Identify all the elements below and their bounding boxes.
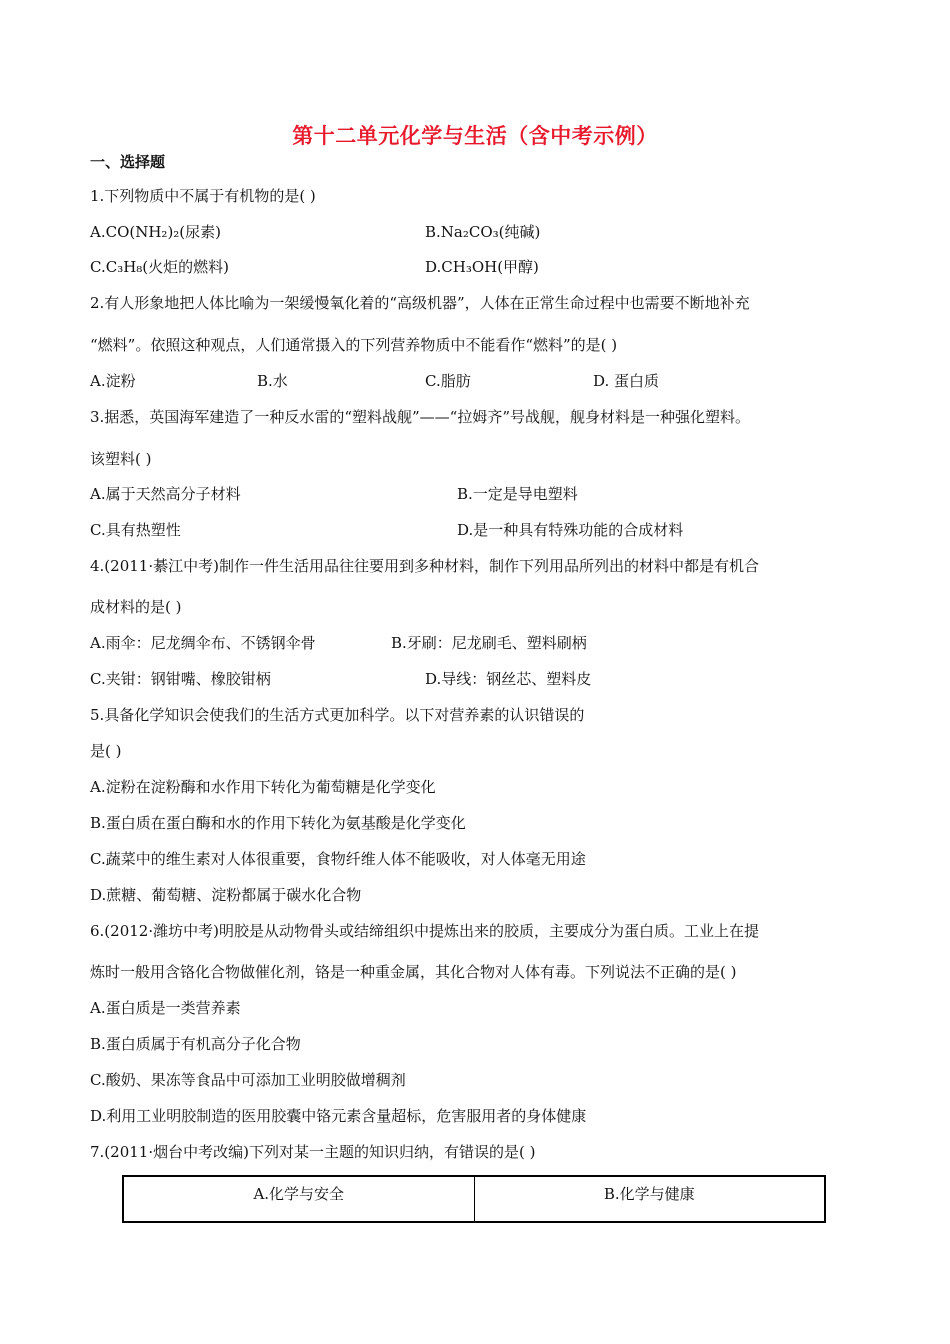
q4-option-a: A.雨伞：尼龙绸伞布、不锈钢伞骨	[90, 634, 316, 652]
document-title: 第十二单元化学与生活（含中考示例）	[292, 124, 658, 148]
q4-stem-line2: 成材料的是( )	[90, 598, 182, 616]
q3-option-d: D.是一种具有特殊功能的合成材料	[457, 521, 684, 539]
q1-option-b: B.Na₂CO₃(纯碱)	[425, 223, 541, 241]
q3-stem-line2: 该塑料( )	[90, 450, 152, 468]
q6-option-d: D.利用工业明胶制造的医用胶囊中铬元素含量超标，危害服用者的身体健康	[90, 1107, 587, 1125]
q1-stem: 1.下列物质中不属于有机物的是( )	[90, 187, 316, 205]
q6-stem-line2: 炼时一般用含铬化合物做催化剂，铬是一种重金属，其化合物对人体有毒。下列说法不正确的是( )	[90, 963, 737, 981]
q6-stem-line1: 6.(2012·潍坊中考)明胶是从动物骨头或结缔组织中提炼出来的胶质，主要成分为蛋白质。工业上在提	[90, 922, 759, 940]
q1-option-a: A.CO(NH₂)₂(尿素)	[90, 223, 222, 241]
table-header-a: A.化学与安全	[253, 1185, 345, 1203]
q3-stem-line1: 3.据悉，英国海军建造了一种反水雷的“塑料战舰”——“拉姆齐”号战舰，舰身材料是一种强化塑料。	[90, 408, 750, 426]
q6-option-c: C.酸奶、果冻等食品中可添加工业明胶做增稠剂	[90, 1071, 406, 1089]
q5-stem-line1: 5.具备化学知识会使我们的生活方式更加科学。以下对营养素的认识错误的	[90, 706, 585, 724]
q6-option-b: B.蛋白质属于有机高分子化合物	[90, 1035, 301, 1053]
q5-option-c: C.蔬菜中的维生素对人体很重要，食物纤维人体不能吸收，对人体毫无用途	[90, 850, 586, 868]
q4-option-c: C.夹钳：钢钳嘴、橡胶钳柄	[90, 670, 271, 688]
q2-option-d: D. 蛋白质	[593, 372, 660, 390]
q2-stem-line1: 2.有人形象地把人体比喻为一架缓慢氧化着的“高级机器”，人体在正常生命过程中也需要不断地补充	[90, 294, 750, 312]
q3-option-a: A.属于天然高分子材料	[90, 485, 241, 503]
q4-stem-line1: 4.(2011·綦江中考)制作一件生活用品往往要用到多种材料，制作下列用品所列出的材料中都是有机合	[90, 557, 759, 575]
q6-option-a: A.蛋白质是一类营养素	[90, 999, 241, 1017]
q5-option-b: B.蛋白质在蛋白酶和水的作用下转化为氨基酸是化学变化	[90, 814, 466, 832]
q2-stem-line2: “燃料”。依照这种观点，人们通常摄入的下列营养物质中不能看作“燃料”的是( )	[90, 336, 618, 354]
q4-option-b: B.牙刷：尼龙刷毛、塑料刷柄	[391, 634, 587, 652]
section-heading: 一、选择题	[90, 153, 166, 171]
q7-stem: 7.(2011·烟台中考改编)下列对某一主题的知识归纳，有错误的是( )	[90, 1143, 536, 1161]
q2-option-c: C.脂肪	[425, 372, 471, 390]
q4-option-d: D.导线：钢丝芯、塑料皮	[425, 670, 592, 688]
table-header-b: B.化学与健康	[474, 1177, 825, 1221]
q2-option-b: B.水	[257, 372, 288, 390]
q1-option-d: D.CH₃OH(甲醇)	[425, 258, 539, 276]
q3-option-b: B.一定是导电塑料	[457, 485, 578, 503]
q5-option-a: A.淀粉在淀粉酶和水作用下转化为葡萄糖是化学变化	[90, 778, 436, 796]
q5-option-d: D.蔗糖、葡萄糖、淀粉都属于碳水化合物	[90, 886, 362, 904]
q3-option-c: C.具有热塑性	[90, 521, 181, 539]
q7-table	[122, 1175, 826, 1223]
q2-option-a: A.淀粉	[90, 372, 136, 390]
q5-stem-line2: 是( )	[90, 742, 122, 760]
q1-option-c: C.C₃H₈(火炬的燃料)	[90, 258, 229, 276]
